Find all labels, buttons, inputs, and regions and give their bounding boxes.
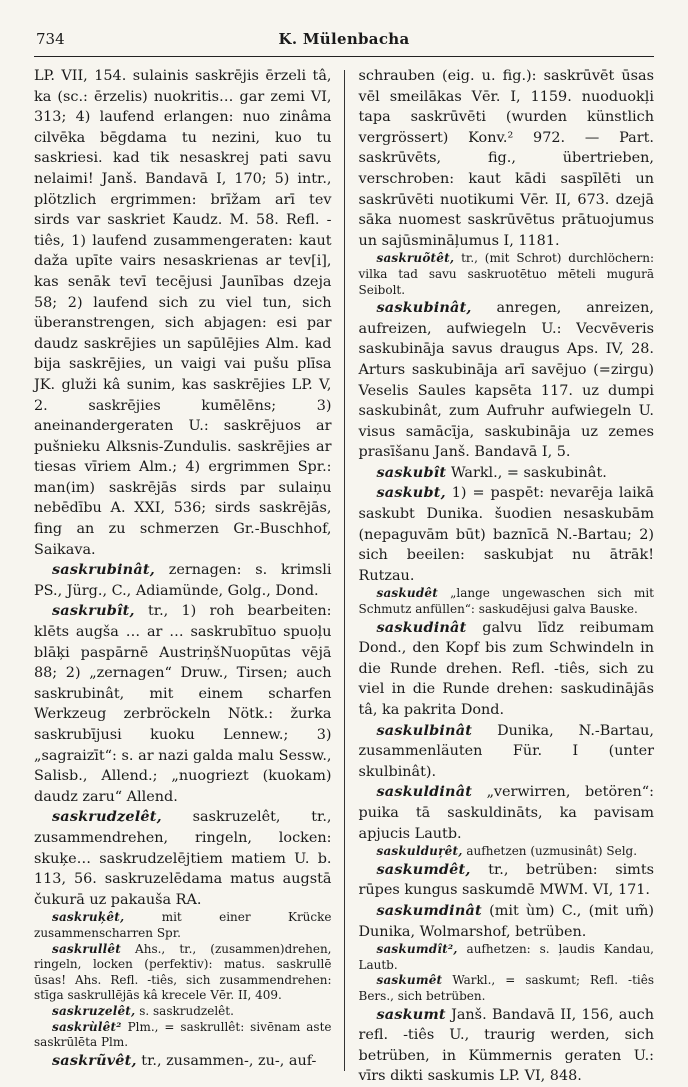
entry-text: „verwirren, betören“: puika tā saskuldināts, ka pavisam apjucis Lautb. <box>358 784 654 842</box>
dictionary-entry <box>359 860 655 901</box>
dictionary-entry <box>359 844 655 860</box>
entry-text: schrauben (eig. u. fig.): saskrūvēt ūsas vēl smeilākas Vēr. I, 1159. nuoduokļi tapa saskrūvēti (wurden künstlich vergrössert) Konv.² 972. — Part. saskrūvēts, fig., übertrieben, verschroben: kaut kādi saspīlēti un saskrūvēti nuotikumi Vēr. II, 673. dzejā sāka nuomest saskrūvētus prātuojumus un sajūsmināļumus I, 1181. <box>358 68 654 249</box>
left-column <box>34 66 344 1077</box>
dictionary-entry <box>359 251 655 298</box>
entry-headword: saskudêt <box>376 586 438 601</box>
entry-headword: saskulduŗêt, <box>376 844 463 859</box>
dictionary-entry <box>34 1004 332 1020</box>
entry-headword: saskuldinât <box>376 783 473 801</box>
running-title: K. Mülenbacha <box>278 30 410 48</box>
entry-headword: saskumdît², <box>376 942 458 957</box>
entry-headword: saskubît <box>376 463 447 481</box>
dictionary-entry <box>359 973 655 1004</box>
entry-text: Dunika, N.-Bartau, zusammenläuten Für. I (unter skulbinât). <box>358 722 654 780</box>
dictionary-entry <box>34 560 332 601</box>
entry-text: Ahs., tr., (zusammen)drehen, ringeln, locken (perfektiv): matus. saskrullē ūsas! Ahs. Refl. -tiês, sich zusammendrehen: stīga saskrullējās kâ krecele Vēr. II, 409. <box>34 941 332 1003</box>
dictionary-entry <box>359 483 655 586</box>
page-header <box>34 30 654 50</box>
dictionary-entry <box>359 942 655 973</box>
entry-text: aufhetzen (uzmusinât) Selg. <box>462 844 638 859</box>
entry-headword: saskruzelêt, <box>52 1003 136 1018</box>
dictionary-entry <box>359 721 655 783</box>
entry-headword: saskruõtêt, <box>376 251 455 266</box>
dictionary-entry <box>359 298 655 463</box>
entry-headword: saskrùlêt² <box>52 1019 122 1034</box>
dictionary-entry <box>359 1005 655 1087</box>
entry-text: 1) = paspēt: nevarēja laikā saskubt Dunika. šuodien nesaskubām (nepaguvām būt) baznīcā N.-Bartau; 2) sich beeilen: saskubjat nu ātrāk! Rutzau. <box>358 485 654 584</box>
entry-text: mit einer Krücke zusammenscharren Spr. <box>34 910 332 940</box>
entry-headword: saskudinât <box>376 618 467 636</box>
entry-text: tr., zusammen-, zu-, auf- <box>136 1052 317 1069</box>
page-number: 734 <box>36 30 65 48</box>
entry-text: Warkl., = saskumt; Refl. -tiês Bers., sich betrüben. <box>358 973 654 1003</box>
entry-text: saskruzelêt, tr., zusammendrehen, ringeln, locken: skuķe… saskrudzelējtiem matiem U. b. 113, 56. saskruzelēdama matus augstā čukurā uz pakauša RA. <box>34 809 332 908</box>
entry-text: LP. VII, 154. sulainis saskrējis ērzeli tâ, ka (sc.: ērzelis) nuokritis… gar zemi VI, 313; 4) laufend erlangen: nuo zinâma cilvēka bēgdama tu nezini, kuo tu saskriesi. kad tik nesaskrej pati savu nelaimi! Janš. Bandavā I, 170; 5) intr., plötzlich ergrimmen: brīžam arī tev sirds var saskriet Kaudz. M. 58. Refl. -tiês, 1) laufend zusammengeraten: kaut daža upīte vairs nesaskrienas ar tev[i], kas senāk tevī tecējusi Jaunības dzeja 58; 2) laufend sich zu viel tun, sich überanstrengen, sich abjagen: esi par daudz saskrējies un sapūlējies Alm. kad bija saskrējies, un vaigi vai pušu plīsa JK. gluži kâ sunim, kas saskrējies LP. V, 2. saskrējies kumēlēns; 3) aneinandergeraten U.: saskrējuos ar pušnieku Alksnis-Zundulis. saskrējies ar tiesas vīriem Alm.; 4) ergrimmen Spr.: man(im) saskrējās sirds par sulaiņu nebēdību A. XXI, 536; sirds saskrējās, fing an zu schmerzen Gr.-Buschhof, Saikava. <box>34 68 332 558</box>
entry-text: (mit ùm) C., (mit um̃) Dunika, Wolmarshof, betrüben. <box>358 902 654 940</box>
entry-text: galvu līdz reibumam Dond., den Kopf bis zum Schwindeln in die Runde drehen. Refl. -tiês, sich zu viel in die Runde drehen: saskudinājās tâ, ka pakrita Dond. <box>358 619 654 718</box>
dictionary-entry <box>34 601 332 807</box>
entry-headword: saskrubît, <box>52 602 135 620</box>
two-column-body <box>34 66 654 1085</box>
dictionary-entry <box>359 782 655 844</box>
dictionary-entry <box>359 586 655 617</box>
entry-text: anregen, anreizen, aufreizen, aufwiegeln U.: Vecvēveris saskubināja savus draugus Aps. IV, 28. Arturs saskubināja arī savējuo (=zirgu) Veselis Saules kapsēta 117. uz dumpi saskubinât, zum Aufruhr aufwiegeln U. visus samācīja, saskubināja uz zemes prasīšanu Janš. Bandavā I, 5. <box>358 300 654 461</box>
entry-text: Plm., = saskrullêt: sivēnam aste saskrūlēta Plm. <box>34 1019 332 1050</box>
entry-text: Janš. Bandavā II, 156, auch refl. -tiês U., traurig werden, sich betrüben, in Kümmernis geraten U.: vīrs dikti saskumis LP. VI, 848. <box>358 1006 654 1085</box>
entry-continuation <box>359 66 655 251</box>
dictionary-entry <box>359 463 655 484</box>
entry-text: Warkl., = saskubinât. <box>446 464 607 481</box>
header-rule <box>34 56 654 57</box>
entry-headword: saskrubinât, <box>52 561 155 579</box>
entry-headword: saskumdinât <box>376 901 482 919</box>
right-column <box>345 66 655 1085</box>
entry-headword: saskulbinât <box>376 721 473 739</box>
entry-headword: saskruķêt, <box>52 910 125 925</box>
entry-text: tr., betrüben: simts rūpes kungus saskumdē MWM. VI, 171. <box>358 861 654 899</box>
dictionary-entry <box>359 901 655 942</box>
dictionary-entry <box>34 942 332 1004</box>
entry-text: aufhetzen: s. ļaudis Kandau, Lautb. <box>358 942 654 972</box>
entry-headword: saskrullêt <box>52 941 121 956</box>
entry-continuation <box>34 66 332 560</box>
entry-text: s. saskrudzelêt. <box>135 1003 234 1018</box>
entry-text: „lange ungewaschen sich mit Schmutz anfüllen“: saskudējusi galva Bauske. <box>358 586 654 617</box>
dictionary-entry <box>34 807 332 910</box>
dictionary-entry <box>359 618 655 721</box>
entry-headword: saskumêt <box>376 973 443 988</box>
entry-headword: saskrũvêt, <box>52 1051 137 1069</box>
entry-headword: saskumt <box>376 1005 446 1023</box>
entry-headword: saskrudzelêt, <box>52 808 162 826</box>
entry-headword: saskubt, <box>376 484 446 502</box>
dictionary-entry <box>34 1051 332 1072</box>
entry-text: tr., 1) roh bearbeiten: klēts augša … ar … saskrubītuo spuoļu blāķi paspārnē AustriņšNuopūtas vējā 88; 2) „zernagen“ Druw., Tirsen; auch saskrubinât, mit einem scharfen Werkzeug zerbröckeln Nötk.: žurka saskrubījusi kuoku Lennew.; 3) „sagraizīt“: s. ar nazi galda malu Sessw., Salisb., Allend.; „nuogriezt (kuokam) daudz zaru“ Allend. <box>34 603 332 805</box>
entry-headword: saskumdêt, <box>376 860 471 878</box>
entry-text: zernagen: s. krimsli PS., Jürg., C., Adiamünde, Golg., Dond. <box>34 562 332 599</box>
entry-text: tr., (mit Schrot) durchlöchern: vilka tad savu saskruotētuo mēteli mugurā Seibolt. <box>358 251 654 297</box>
dictionary-entry <box>34 1020 332 1051</box>
entry-headword: saskubinât, <box>376 299 472 317</box>
dictionary-entry <box>34 910 332 941</box>
